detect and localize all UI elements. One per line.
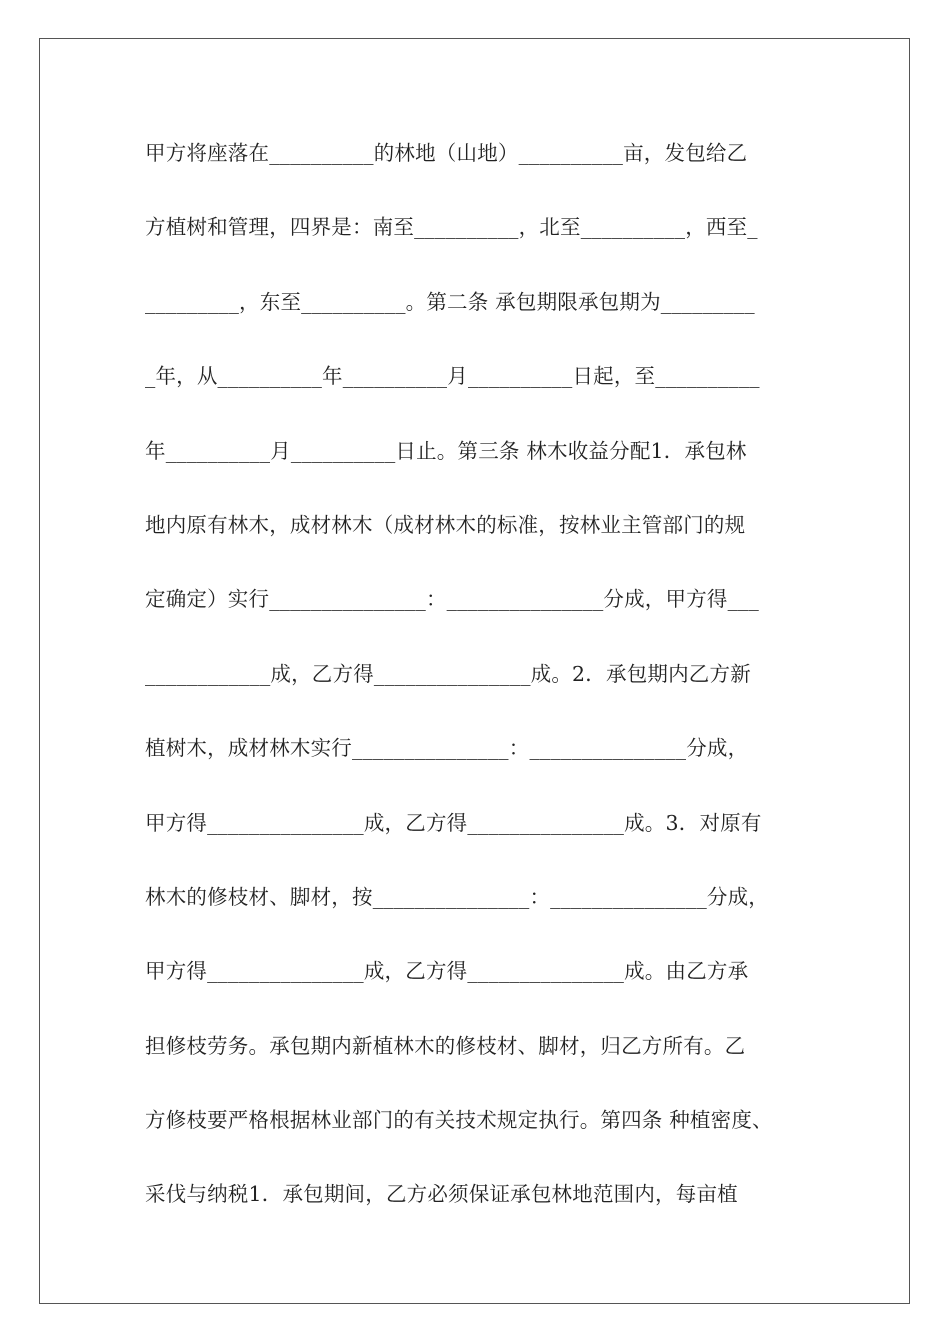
- text-line: _________，东至__________。第二条 承包期限承包期为_________: [145, 289, 755, 314]
- text-line: 担修枝劳务。承包期内新植林木的修枝材、脚材，归乙方所有。乙: [145, 1033, 746, 1058]
- text-line: _年，从__________年__________月__________日起，至__________: [145, 364, 760, 389]
- text-line: 年__________月__________日止。第三条 林木收益分配1．承包林: [145, 438, 747, 463]
- text-line: ____________成，乙方得_______________成。2．承包期内乙方新: [145, 661, 751, 686]
- text-line: 甲方得_______________成，乙方得_______________成。3．对原有: [145, 810, 762, 835]
- contract-text: [145, 128, 835, 1244]
- text-line: 地内原有林木，成材林木（成材林木的标准，按林业主管部门的规: [145, 512, 746, 537]
- text-line: 定确定）实行_______________：_______________分成，甲方得___: [145, 587, 759, 612]
- text-line: 方植树和管理，四界是：南至__________，北至__________，西至_: [145, 215, 758, 240]
- text-line: 甲方将座落在__________的林地（山地）__________亩，发包给乙: [145, 141, 748, 165]
- text-line: 植树木，成材林木实行_______________：_______________分成，: [145, 736, 749, 761]
- text-line: 林木的修枝材、脚材，按_______________：_______________分成，: [145, 884, 769, 909]
- text-line: 甲方得_______________成，乙方得_______________成。由乙方承: [145, 959, 749, 984]
- text-line: 采伐与纳税1．承包期间，乙方必须保证承包林地范围内，每亩植: [145, 1182, 738, 1207]
- text-line: 方修枝要严格根据林业部门的有关技术规定执行。第四条 种植密度、: [145, 1108, 773, 1133]
